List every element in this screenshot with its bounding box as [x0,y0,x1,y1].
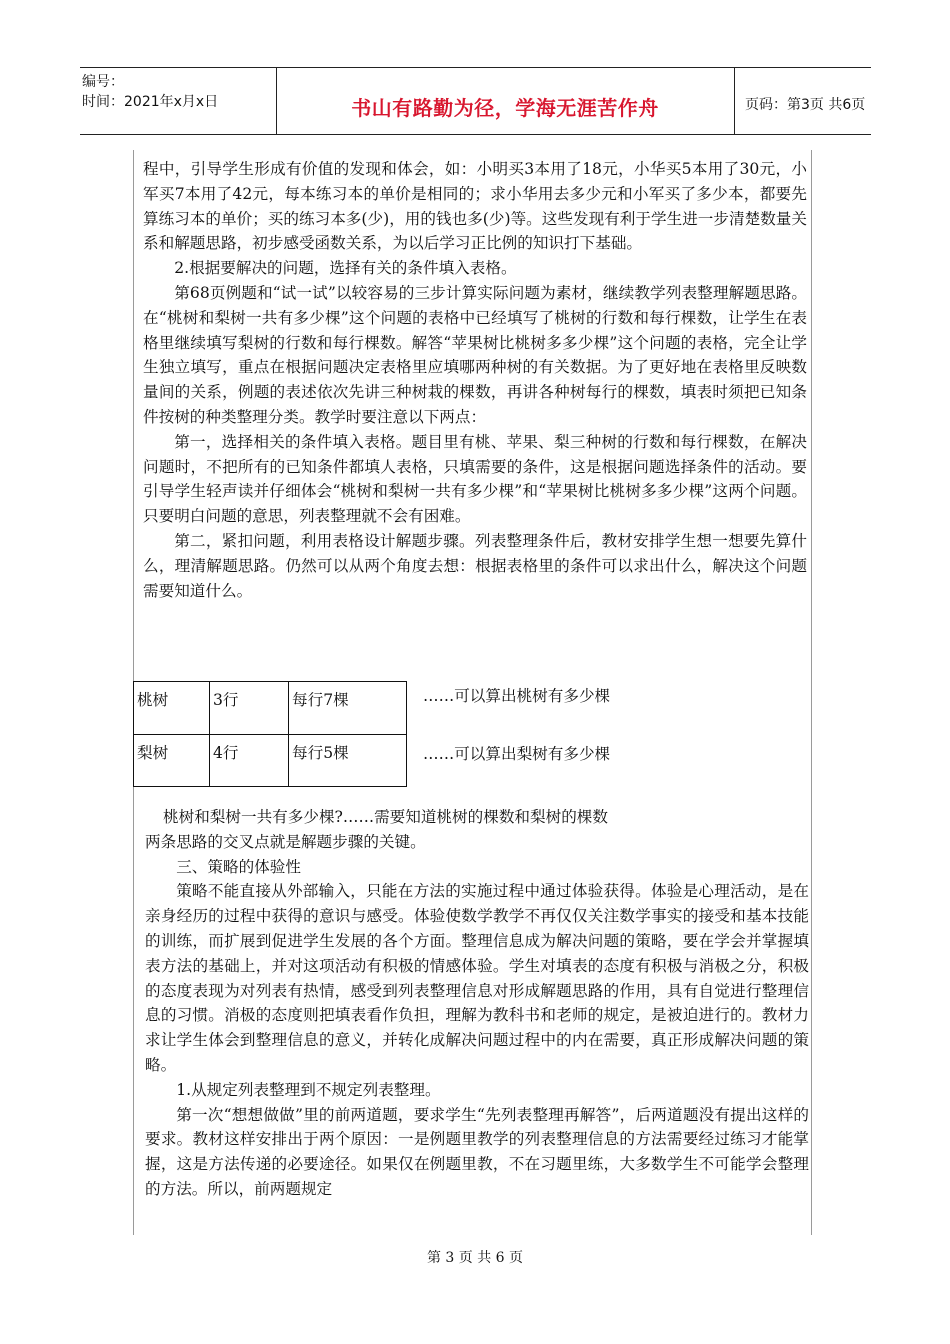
header-page-info: 页码：第3页 共6页 [745,97,866,113]
paragraph: 策略不能直接从外部输入，只能在方法的实施过程中通过体验获得。体验是心理活动，是在亲身经历的过程中获得的意识与感受。体验使数学教学不再仅仅关注数学事实的接受和基本技能的训练，而扩展到促进学生发展的各个方面。整理信息成为解决问题的策略，要在学会并掌握填表方法的基础上，并对这项活动有积极的情感体验。学生对填表的态度有积极与消极之分，积极的态度表现为对列表有热情，感受到列表整理信息对形成解题思路的作用，具有自觉进行整理信息的习惯。消极的态度则把填表看作负担，理解为教科书和老师的规定，是被迫进行的。教材力求让学生体会到整理信息的意义，并转化成解决问题过程中的内在需要，真正形成解决问题的策略。 [145,882,809,1074]
table-cell: 每行5棵 [289,734,407,787]
paragraph: 第二，紧扣问题，利用表格设计解题步骤。列表整理条件后，教材安排学生想一想要先算什么，理清解题思路。仍然可以从两个角度去想：根据表格里的条件可以求出什么，解决这个问题需要知道什么。 [143,531,807,600]
paragraph: 2.根据要解决的问题，选择有关的条件填入表格。 [174,259,517,278]
paragraph: 第68页例题和“试一试”以较容易的三步计算实际问题为素材，继续教学列表整理解题思路。在“桃树和梨树一共有多少棵”这个问题的表格中已经填写了桃树的行数和每行棵数，让学生在表格里继续填写梨树的行数和每行棵数。解答“苹果树比桃树多多少棵”这个问题的表格，完全让学生独立填写，重点在根据问题决定表格里应填哪两种树的有关数据。为了更好地在表格里反映数量间的关系，例题的表述依次先讲三种树栽的棵数，再讲各种树每行的棵数，填表时须把已知条件按树的种类整理分类。教学时要注意以下两点： [143,283,807,426]
text-block-bottom [145,805,809,1202]
table-row [134,682,407,735]
paragraph: 第一次“想想做做”里的前两道题，要求学生“先列表整理再解答”，后两道题没有提出这样的要求。教材这样安排出于两个原因：一是例题里教学的列表整理信息的方法需要经过练习才能掌握，这是方法传递的必要途径。如果仅在例题里教，不在习题里练，大多数学生不可能学会整理的方法。所以，前两题规定 [145,1105,809,1198]
paragraph: 两条思路的交叉点就是解题步骤的关键。 [145,832,426,851]
number-label: 编号： [82,74,124,90]
section-heading: 三、策略的体验性 [176,857,301,876]
page-footer: 第 3 页 共 6 页 [426,1250,524,1266]
table-note: ……可以算出梨树有多少棵 [423,745,611,763]
tree-table [133,681,407,787]
text-block-top [143,157,807,603]
table-cell: 梨树 [134,734,210,787]
time-label: 时间：2021年x月x日 [82,94,219,110]
table-cell: 桃树 [134,682,210,735]
table-cell: 每行7棵 [289,682,407,735]
header-divider [734,68,735,134]
header-motto: 书山有路勤为径，学海无涯苦作舟 [351,96,659,120]
table-cell: 3行 [210,682,289,735]
paragraph: 1.从规定列表整理到不规定列表整理。 [176,1080,441,1099]
table-row [134,734,407,787]
page-header [80,67,871,135]
table-cell: 4行 [210,734,289,787]
paragraph: 桃树和梨树一共有多少棵?……需要知道桃树的棵数和梨树的棵数 [163,808,608,826]
paragraph: 第一，选择相关的条件填入表格。题目里有桃、苹果、梨三种树的行数和每行棵数，在解决问题时，不把所有的已知条件都填人表格，只填需要的条件，这是根据问题选择条件的活动。要引导学生轻声读并仔细体会“桃树和梨树一共有多少棵”和“苹果树比桃树多多少棵”这两个问题。只要明白问题的意思，列表整理就不会有困难。 [143,432,807,526]
table-note: ……可以算出桃树有多少棵 [423,687,611,705]
paragraph: 程中，引导学生形成有价值的发现和体会，如：小明买3本用了18元，小华买5本用了30元，小军买7本用了42元，每本练习本的单价是相同的；求小华用去多少元和小军买了多少本，都要先算练习本的单价；买的练习本多(少)，用的钱也多(少)等。这些发现有利于学生进一步清楚数量关系和解题思路，初步感受函数关系，为以后学习正比例的知识打下基础。 [143,160,807,253]
header-meta [82,72,218,112]
